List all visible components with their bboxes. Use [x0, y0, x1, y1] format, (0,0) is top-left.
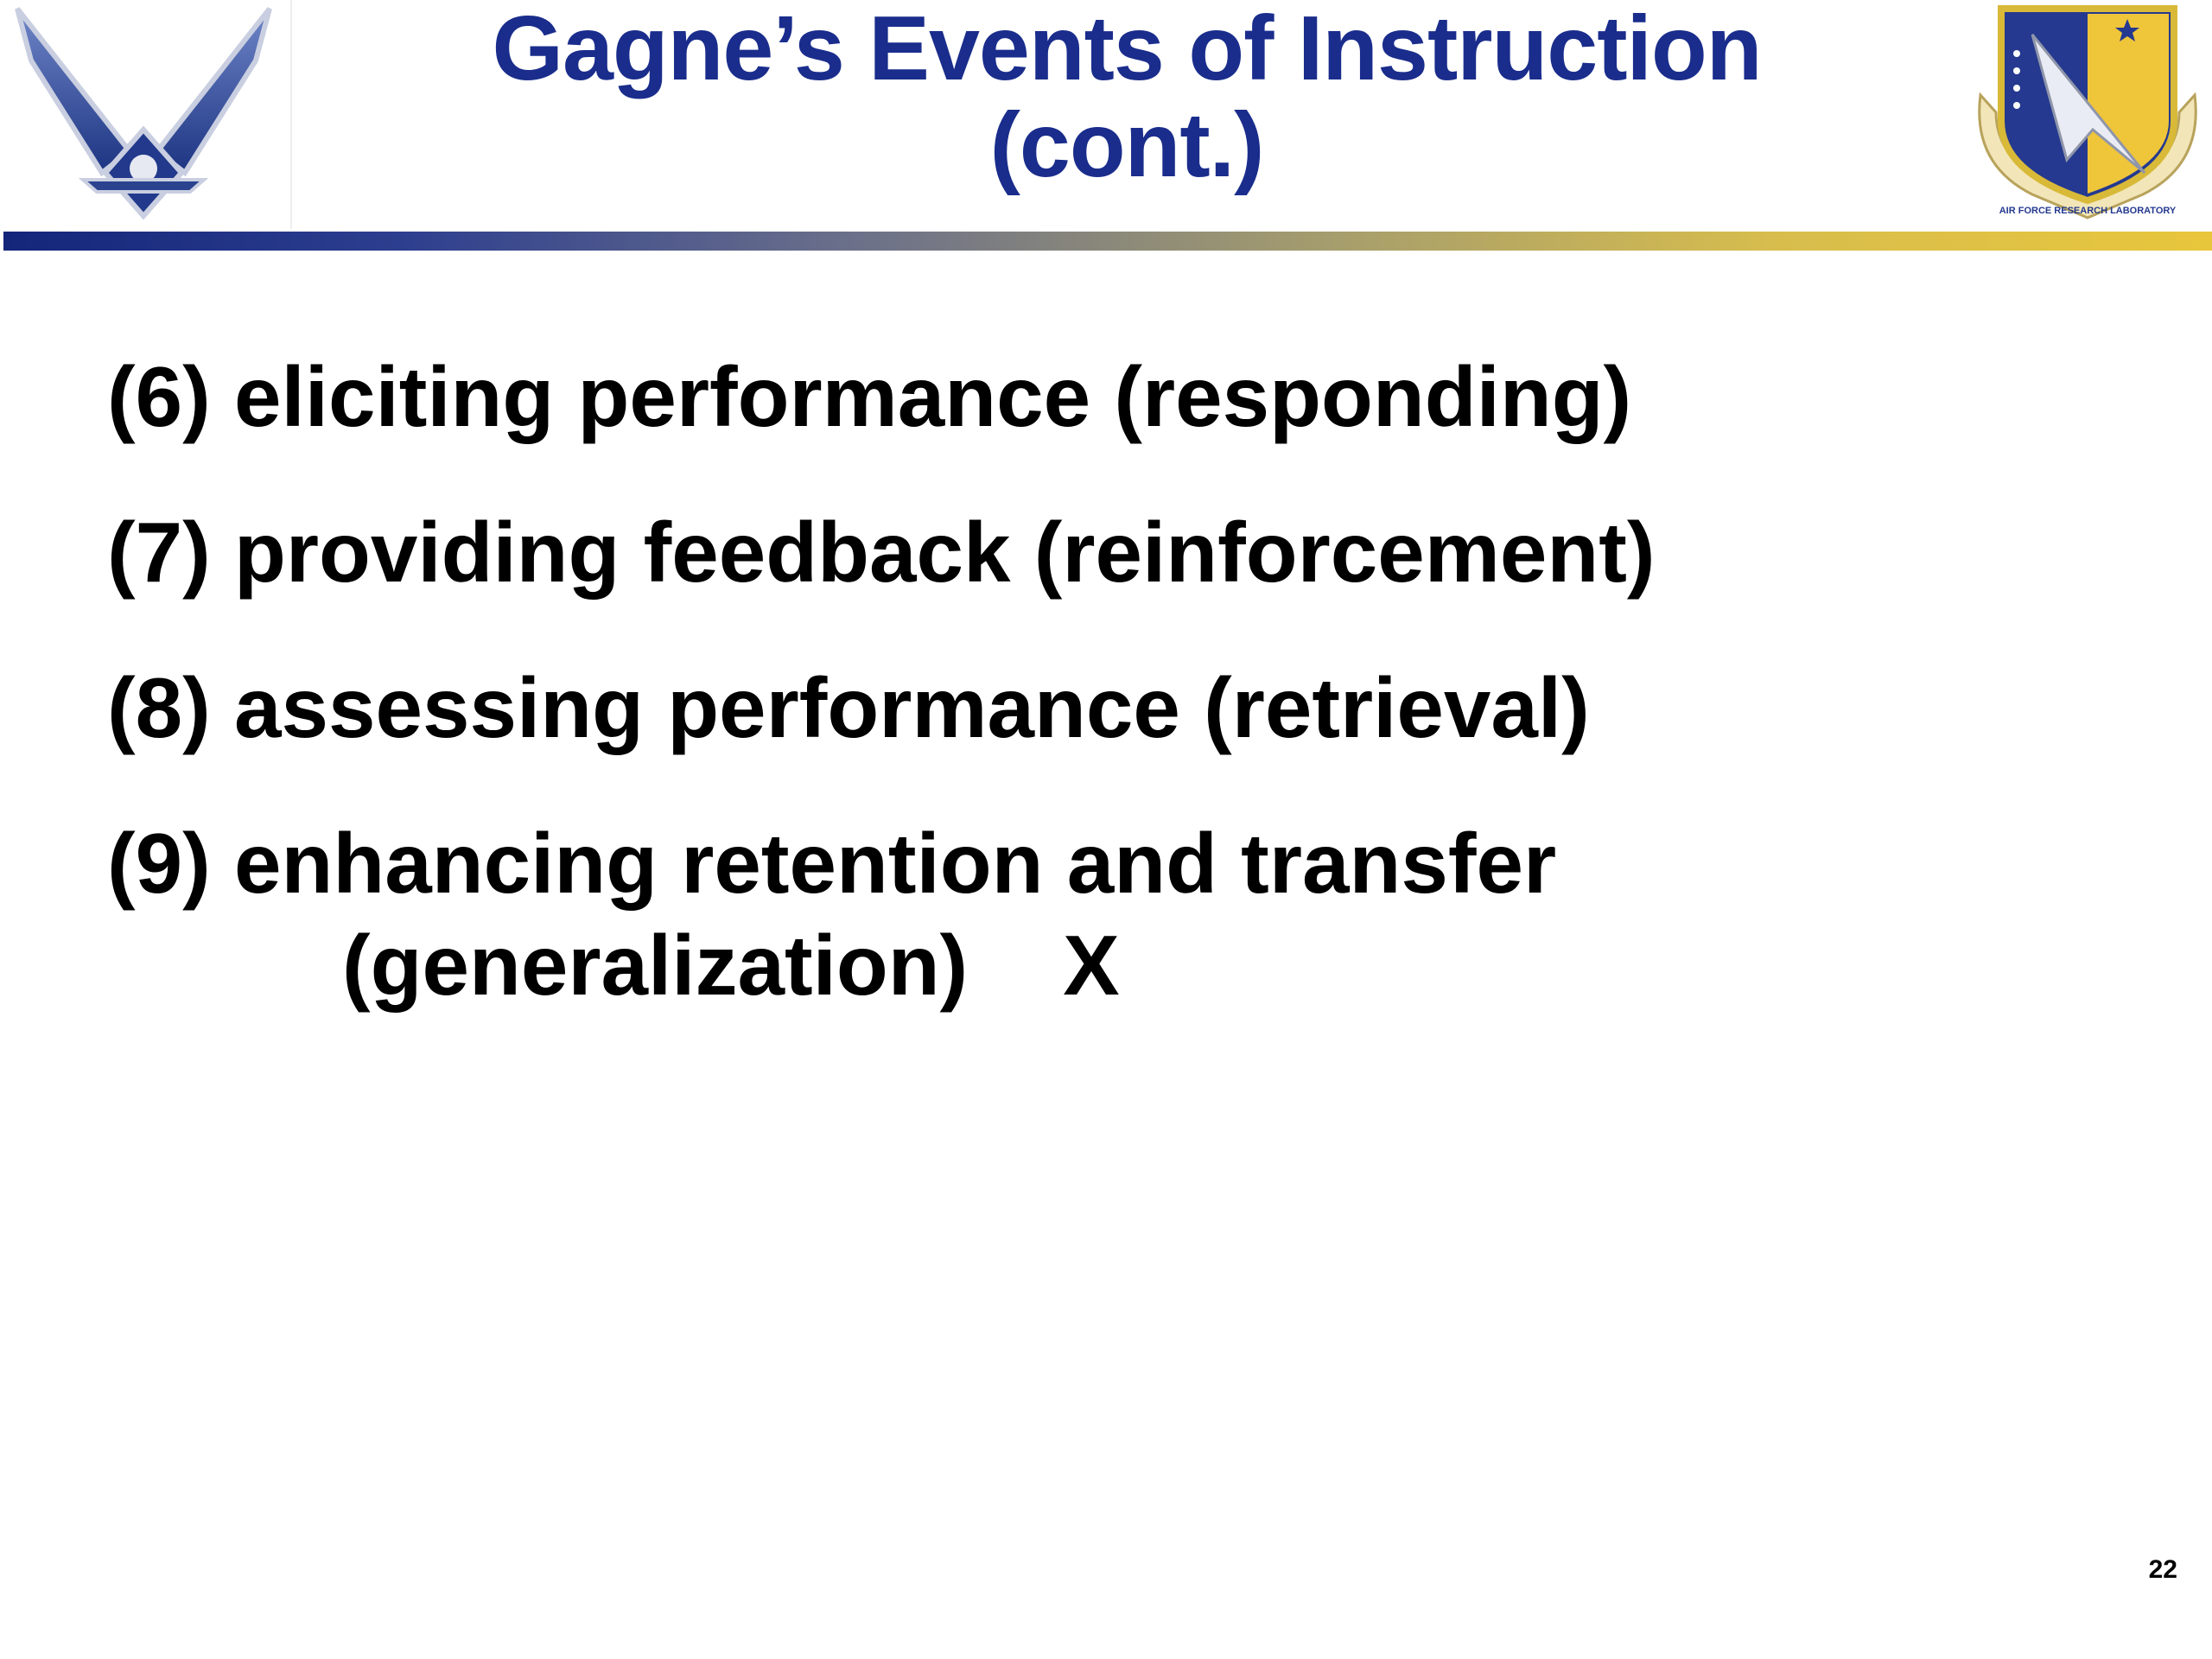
afrl-shield-icon	[1963, 0, 2212, 229]
list-item-9	[107, 812, 2094, 1016]
list-item-8	[107, 657, 2094, 759]
header-divider-bar	[3, 232, 2212, 251]
list-item-6	[107, 346, 2094, 448]
slide-title	[290, 0, 1963, 194]
title-line-2: (cont.)	[989, 94, 1264, 196]
list-item-text: (8) assessing performance (retrieval)	[107, 660, 1590, 755]
slide-header	[0, 0, 2212, 235]
list-item-text: (6) eliciting performance (responding)	[107, 349, 1632, 444]
event-list	[107, 346, 2094, 1070]
list-item-7	[107, 501, 2094, 603]
seal-text: AIR FORCE RESEARCH LABORATORY	[1999, 206, 2177, 216]
title-line-1: Gagne’s Events of Instruction	[492, 0, 1762, 99]
list-item-continuation	[107, 914, 2094, 1016]
list-item-text: (7) providing feedback (reinforcement)	[107, 505, 1656, 600]
air-force-wings-icon	[0, 0, 292, 229]
list-item-text: (9) enhancing retention and transfer	[107, 816, 1557, 911]
continuation-text: (generalization)	[342, 918, 969, 1013]
page-number: 22	[2148, 1555, 2177, 1584]
x-mark: X	[1063, 918, 1120, 1013]
